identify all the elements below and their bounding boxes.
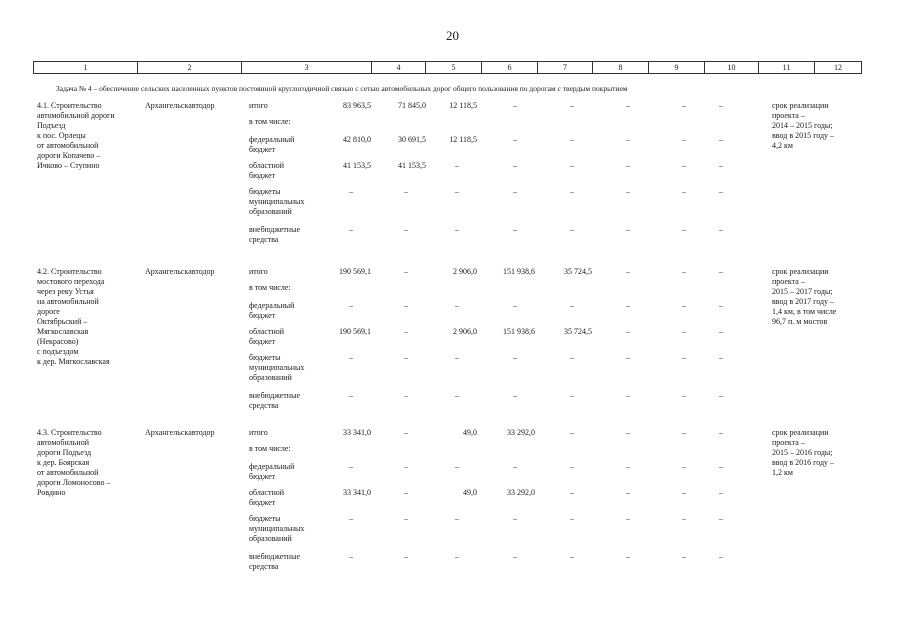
amount-cell: 33 341,0 xyxy=(343,488,371,497)
project-name: 4.1. Строительство автомобильной дороги Подъезд к пос. Орлецы от автомобильной дороги Копачево – Ичково – Ступино xyxy=(37,101,115,170)
amount-cell: – xyxy=(626,225,630,234)
amount-cell: – xyxy=(719,161,723,170)
amount-cell: – xyxy=(682,135,686,144)
amount-cell: – xyxy=(626,353,630,362)
amount-cell: – xyxy=(455,225,459,234)
amount-cell: – xyxy=(404,301,408,310)
amount-cell: – xyxy=(404,327,408,336)
executor: Архангельскавтодор xyxy=(145,428,215,437)
amount-cell: – xyxy=(626,428,630,437)
amount-cell: – xyxy=(455,514,459,523)
amount-cell: – xyxy=(349,552,353,561)
amount-cell: – xyxy=(682,101,686,110)
project-name: 4.2. Строительство мостового перехода через реку Устья на автомобильной дороге Октябрьский – Мягкославская (Некрасово) с подъездом к дер. Мягкославская xyxy=(37,267,110,366)
amount-cell: 2 906,0 xyxy=(453,327,477,336)
amount-cell: – xyxy=(570,187,574,196)
column-number: 3 xyxy=(242,62,372,74)
amount-cell: 49,0 xyxy=(463,488,477,497)
amount-cell: – xyxy=(719,552,723,561)
amount-cell: – xyxy=(626,391,630,400)
project-note: срок реализации проекта – 2015 – 2016 годы; ввод в 2016 году – 1,2 км xyxy=(772,428,835,477)
amount-cell: – xyxy=(455,161,459,170)
amount-cell: – xyxy=(626,161,630,170)
amount-cell: – xyxy=(570,462,574,471)
amount-cell: – xyxy=(570,488,574,497)
amount-cell: – xyxy=(682,301,686,310)
amount-cell: – xyxy=(719,101,723,110)
column-number-header xyxy=(33,61,862,74)
funding-source: бюджеты муниципальных образований xyxy=(249,187,305,216)
amount-cell: – xyxy=(404,187,408,196)
amount-cell: – xyxy=(719,267,723,276)
amount-cell: 42 810,0 xyxy=(343,135,371,144)
executor: Архангельскавтодор xyxy=(145,101,215,110)
amount-cell: 12 118,5 xyxy=(449,135,477,144)
column-number: 10 xyxy=(705,62,759,74)
amount-cell: – xyxy=(349,301,353,310)
amount-cell: – xyxy=(570,135,574,144)
amount-cell: – xyxy=(349,514,353,523)
amount-cell: 49,0 xyxy=(463,428,477,437)
amount-cell: – xyxy=(570,428,574,437)
column-number: 6 xyxy=(482,62,538,74)
amount-cell: – xyxy=(719,428,723,437)
amount-cell: – xyxy=(682,428,686,437)
amount-cell: – xyxy=(682,187,686,196)
funding-source: федеральный бюджет xyxy=(249,462,295,481)
amount-cell: – xyxy=(513,101,517,110)
funding-source: областной бюджет xyxy=(249,327,285,346)
amount-cell: – xyxy=(570,225,574,234)
amount-cell: 151 938,6 xyxy=(503,267,535,276)
amount-cell: – xyxy=(570,552,574,561)
amount-cell: 41 153,5 xyxy=(398,161,426,170)
amount-cell: – xyxy=(626,135,630,144)
amount-cell: – xyxy=(570,514,574,523)
funding-source: итого xyxy=(249,428,268,437)
funding-source: бюджеты муниципальных образований xyxy=(249,353,305,382)
amount-cell: – xyxy=(682,488,686,497)
amount-cell: 12 118,5 xyxy=(449,101,477,110)
column-number: 9 xyxy=(649,62,705,74)
amount-cell: 41 153,5 xyxy=(343,161,371,170)
amount-cell: – xyxy=(570,301,574,310)
column-number: 4 xyxy=(372,62,426,74)
amount-cell: – xyxy=(349,225,353,234)
amount-cell: – xyxy=(455,391,459,400)
amount-cell: – xyxy=(404,428,408,437)
amount-cell: – xyxy=(682,327,686,336)
amount-cell: – xyxy=(513,462,517,471)
column-number: 5 xyxy=(426,62,482,74)
funding-source: итого xyxy=(249,267,268,276)
amount-cell: – xyxy=(682,353,686,362)
amount-cell: – xyxy=(570,391,574,400)
column-number: 7 xyxy=(538,62,593,74)
amount-cell: – xyxy=(349,462,353,471)
amount-cell: – xyxy=(570,101,574,110)
amount-cell: 30 691,5 xyxy=(398,135,426,144)
amount-cell: – xyxy=(349,187,353,196)
amount-cell: – xyxy=(682,267,686,276)
amount-cell: – xyxy=(404,462,408,471)
amount-cell: 35 724,5 xyxy=(564,267,592,276)
project-name: 4.3. Строительство автомобильной дороги Подъезд к дер. Боярская от автомобильной дороги Ломоносово – Ровдино xyxy=(37,428,111,497)
amount-cell: 190 569,1 xyxy=(339,327,371,336)
amount-cell: – xyxy=(513,135,517,144)
amount-cell: – xyxy=(404,488,408,497)
amount-cell: – xyxy=(626,267,630,276)
column-number: 1 xyxy=(34,62,138,74)
amount-cell: – xyxy=(682,514,686,523)
amount-cell: – xyxy=(626,301,630,310)
amount-cell: – xyxy=(719,225,723,234)
amount-cell: 35 724,5 xyxy=(564,327,592,336)
project-note: срок реализации проекта – 2015 – 2017 годы; ввод в 2017 году – 1,4 км, в том числе 96,7 п. м мостов xyxy=(772,267,837,326)
amount-cell: – xyxy=(513,391,517,400)
amount-cell: – xyxy=(570,353,574,362)
amount-cell: – xyxy=(404,267,408,276)
amount-cell: 33 292,0 xyxy=(507,428,535,437)
page-number: 20 xyxy=(446,28,459,43)
column-number: 12 xyxy=(815,62,862,74)
funding-source: областной бюджет xyxy=(249,488,285,507)
amount-cell: – xyxy=(626,187,630,196)
funding-source: в том числе: xyxy=(249,444,291,453)
funding-source: федеральный бюджет xyxy=(249,301,295,320)
amount-cell: – xyxy=(513,353,517,362)
amount-cell: – xyxy=(455,552,459,561)
amount-cell: – xyxy=(404,353,408,362)
column-number: 11 xyxy=(759,62,815,74)
amount-cell: – xyxy=(455,301,459,310)
amount-cell: – xyxy=(626,462,630,471)
amount-cell: – xyxy=(513,514,517,523)
amount-cell: – xyxy=(682,225,686,234)
funding-source: внебюджетные средства xyxy=(249,391,300,410)
amount-cell: – xyxy=(404,391,408,400)
amount-cell: – xyxy=(719,135,723,144)
amount-cell: – xyxy=(513,301,517,310)
amount-cell: – xyxy=(719,391,723,400)
column-number: 8 xyxy=(593,62,649,74)
project-note: срок реализации проекта – 2014 – 2015 годы; ввод в 2015 году – 4,2 км xyxy=(772,101,835,150)
amount-cell: 33 292,0 xyxy=(507,488,535,497)
amount-cell: – xyxy=(570,161,574,170)
amount-cell: – xyxy=(349,391,353,400)
amount-cell: – xyxy=(682,161,686,170)
amount-cell: 33 341,0 xyxy=(343,428,371,437)
funding-source: бюджеты муниципальных образований xyxy=(249,514,305,543)
amount-cell: – xyxy=(626,327,630,336)
amount-cell: – xyxy=(626,488,630,497)
amount-cell: – xyxy=(626,101,630,110)
amount-cell: 2 906,0 xyxy=(453,267,477,276)
funding-source: областной бюджет xyxy=(249,161,285,180)
amount-cell: – xyxy=(682,552,686,561)
task-title: Задача № 4 – обеспечение сельских населенных пунктов постоянной круглогодичной связью с сетью автомобильных дорог общего пользования по дорогам с твердым покрытием xyxy=(56,84,628,93)
amount-cell: – xyxy=(404,225,408,234)
amount-cell: – xyxy=(682,462,686,471)
funding-source: федеральный бюджет xyxy=(249,135,295,154)
column-number: 2 xyxy=(138,62,242,74)
amount-cell: – xyxy=(349,353,353,362)
executor: Архангельскавтодор xyxy=(145,267,215,276)
amount-cell: – xyxy=(513,161,517,170)
amount-cell: – xyxy=(626,514,630,523)
amount-cell: – xyxy=(455,353,459,362)
amount-cell: – xyxy=(455,462,459,471)
funding-source: в том числе: xyxy=(249,283,291,292)
funding-source: в том числе: xyxy=(249,117,291,126)
amount-cell: – xyxy=(404,514,408,523)
amount-cell: – xyxy=(719,514,723,523)
funding-source: внебюджетные средства xyxy=(249,225,300,244)
amount-cell: – xyxy=(513,552,517,561)
amount-cell: 151 938,6 xyxy=(503,327,535,336)
amount-cell: – xyxy=(719,301,723,310)
funding-source: внебюджетные средства xyxy=(249,552,300,571)
amount-cell: – xyxy=(719,488,723,497)
funding-source: итого xyxy=(249,101,268,110)
amount-cell: 71 845,0 xyxy=(398,101,426,110)
amount-cell: – xyxy=(682,391,686,400)
amount-cell: – xyxy=(513,187,517,196)
amount-cell: – xyxy=(513,225,517,234)
amount-cell: – xyxy=(719,462,723,471)
amount-cell: – xyxy=(455,187,459,196)
amount-cell: – xyxy=(626,552,630,561)
amount-cell: – xyxy=(719,187,723,196)
amount-cell: – xyxy=(404,552,408,561)
amount-cell: – xyxy=(719,353,723,362)
amount-cell: 190 569,1 xyxy=(339,267,371,276)
amount-cell: – xyxy=(719,327,723,336)
amount-cell: 83 963,5 xyxy=(343,101,371,110)
